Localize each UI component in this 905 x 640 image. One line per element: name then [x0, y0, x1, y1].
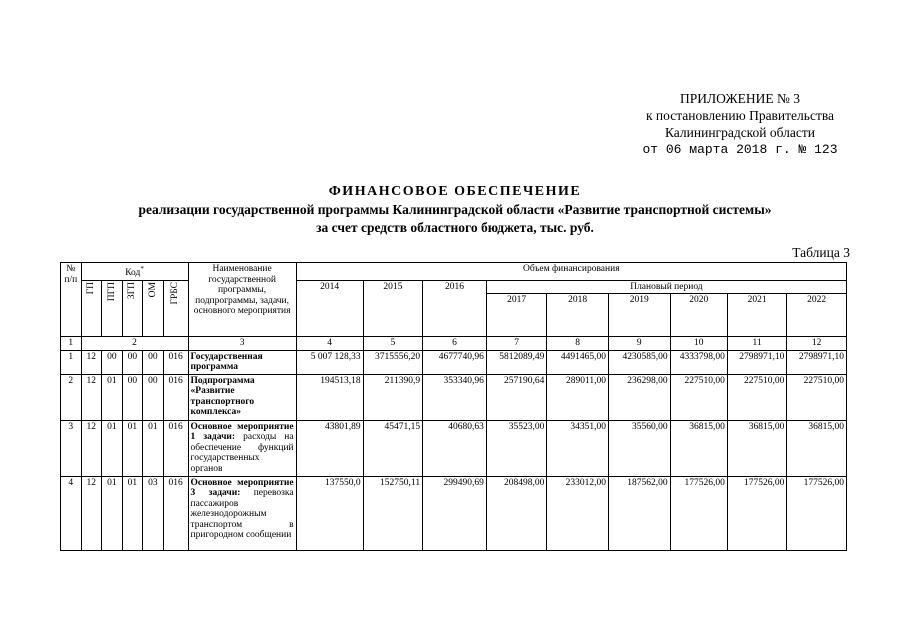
code-gp: 12 — [81, 350, 102, 374]
index-cell: 12 — [787, 337, 847, 351]
header-year-2020: 2020 — [670, 294, 727, 337]
value-2019: 236298,00 — [608, 374, 670, 420]
header-code-zgp: ЗГП — [122, 280, 143, 337]
row-name — [188, 350, 296, 374]
table-caption: Таблица 3 — [792, 245, 850, 260]
header-planned: Плановый период — [486, 280, 846, 294]
value-2016: 40680,63 — [423, 420, 487, 476]
header-year-2019: 2019 — [608, 294, 670, 337]
value-2016: 4677740,96 — [423, 350, 487, 374]
value-2017: 5812089,49 — [486, 350, 547, 374]
code-om: 00 — [143, 374, 164, 420]
value-2021: 36815,00 — [727, 420, 786, 476]
table-row — [61, 420, 847, 476]
value-2017: 35523,00 — [486, 420, 547, 476]
header-volume: Объем финансирования — [296, 263, 846, 281]
value-2018: 233012,00 — [547, 476, 609, 550]
appendix-region: Калининградской области — [664, 125, 816, 140]
value-2019: 35560,00 — [608, 420, 670, 476]
header-year-2017: 2017 — [486, 294, 547, 337]
value-2017: 208498,00 — [486, 476, 547, 550]
index-cell: 4 — [296, 337, 363, 351]
code-zgp: 00 — [122, 350, 143, 374]
value-2020: 36815,00 — [670, 420, 727, 476]
code-zgp: 00 — [122, 374, 143, 420]
index-cell: 6 — [423, 337, 487, 351]
row-num: 1 — [61, 350, 82, 374]
index-cell: 1 — [61, 337, 82, 351]
code-pgp: 01 — [102, 476, 123, 550]
row-num: 2 — [61, 374, 82, 420]
header-code-grbs: ГРБС — [163, 280, 188, 337]
code-gp: 12 — [81, 374, 102, 420]
value-2014: 43801,89 — [296, 420, 363, 476]
code-gp: 12 — [81, 476, 102, 550]
title-source: за счет средств областного бюджета, тыс. руб. — [316, 220, 594, 235]
value-2020: 4333798,00 — [670, 350, 727, 374]
header-code-pgp: ПГП — [102, 280, 123, 337]
header-code-mark: * — [140, 265, 144, 273]
value-2020: 177526,00 — [670, 476, 727, 550]
value-2022: 36815,00 — [787, 420, 847, 476]
code-pgp: 00 — [102, 350, 123, 374]
value-2021: 227510,00 — [727, 374, 786, 420]
header-year-2014: 2014 — [296, 280, 363, 337]
value-2014: 137550,0 — [296, 476, 363, 550]
value-2015: 3715556,20 — [363, 350, 422, 374]
value-2015: 45471,15 — [363, 420, 422, 476]
value-2015: 211390,9 — [363, 374, 422, 420]
header-code-label: Код — [125, 268, 141, 279]
header-num: № п/п — [61, 263, 82, 337]
code-grbs: 016 — [163, 420, 188, 476]
value-2021: 177526,00 — [727, 476, 786, 550]
value-2016: 299490,69 — [423, 476, 487, 550]
header-year-2015: 2015 — [363, 280, 422, 337]
value-2019: 187562,00 — [608, 476, 670, 550]
title-heading: ФИНАНСОВОЕ ОБЕСПЕЧЕНИЕ — [328, 184, 582, 199]
header-code-gp: ГП — [81, 280, 102, 337]
index-cell: 3 — [188, 337, 296, 351]
financing-table — [60, 262, 847, 551]
row-name-bold: Подпрограмма «Развитие транспортного комплекса» — [190, 375, 255, 418]
code-grbs: 016 — [163, 476, 188, 550]
document-title — [60, 183, 850, 237]
row-name-bold: Основное мероприятие 3 задачи: — [190, 477, 294, 499]
header-year-2018: 2018 — [547, 294, 609, 337]
value-2014: 5 007 128,33 — [296, 350, 363, 374]
table-row — [61, 374, 847, 420]
appendix-number: ПРИЛОЖЕНИЕ № 3 — [679, 91, 801, 106]
value-2017: 257190,64 — [486, 374, 547, 420]
row-name-bold: Основное мероприятие 1 задачи: — [190, 421, 294, 443]
row-name-rest: перевозка пассажиров железнодорожным транспортом в пригородном сообщении — [190, 488, 294, 541]
row-name-bold: Государственная программа — [190, 351, 263, 373]
row-name — [188, 374, 296, 420]
header-year-2022: 2022 — [787, 294, 847, 337]
appendix-block — [600, 90, 880, 158]
title-subheading: реализации государственной программы Калининградской области «Развитие транспортной системы» — [138, 202, 772, 217]
header-code — [81, 263, 188, 281]
header-code-om: ОМ — [143, 280, 164, 337]
index-cell: 8 — [547, 337, 609, 351]
index-cell: 10 — [670, 337, 727, 351]
value-2014: 194513,18 — [296, 374, 363, 420]
header-year-2016: 2016 — [423, 280, 487, 337]
value-2018: 34351,00 — [547, 420, 609, 476]
code-om: 03 — [143, 476, 164, 550]
row-name — [188, 420, 296, 476]
code-om: 00 — [143, 350, 164, 374]
value-2021: 2798971,10 — [727, 350, 786, 374]
header-name: Наименование государственной программы, подпрограммы, задачи, основного мероприятия — [188, 263, 296, 337]
header-year-2021: 2021 — [727, 294, 786, 337]
row-name — [188, 476, 296, 550]
value-2018: 4491465,00 — [547, 350, 609, 374]
code-pgp: 01 — [102, 374, 123, 420]
code-gp: 12 — [81, 420, 102, 476]
appendix-date: от 06 марта 2018 г. № 123 — [642, 142, 838, 157]
code-om: 01 — [143, 420, 164, 476]
index-cell: 9 — [608, 337, 670, 351]
code-zgp: 01 — [122, 420, 143, 476]
value-2016: 353340,96 — [423, 374, 487, 420]
value-2015: 152750,11 — [363, 476, 422, 550]
value-2018: 289011,00 — [547, 374, 609, 420]
row-num: 4 — [61, 476, 82, 550]
value-2022: 177526,00 — [787, 476, 847, 550]
code-pgp: 01 — [102, 420, 123, 476]
code-grbs: 016 — [163, 350, 188, 374]
index-cell: 2 — [81, 337, 188, 351]
table-row — [61, 350, 847, 374]
value-2022: 2798971,10 — [787, 350, 847, 374]
table-row — [61, 476, 847, 550]
code-grbs: 016 — [163, 374, 188, 420]
value-2020: 227510,00 — [670, 374, 727, 420]
index-cell: 5 — [363, 337, 422, 351]
value-2019: 4230585,00 — [608, 350, 670, 374]
row-name-rest: расходы на обеспечение функций государственных органов — [190, 432, 294, 474]
row-num: 3 — [61, 420, 82, 476]
index-cell: 7 — [486, 337, 547, 351]
code-zgp: 01 — [122, 476, 143, 550]
appendix-reference: к постановлению Правительства — [645, 108, 835, 123]
index-cell: 11 — [727, 337, 786, 351]
value-2022: 227510,00 — [787, 374, 847, 420]
